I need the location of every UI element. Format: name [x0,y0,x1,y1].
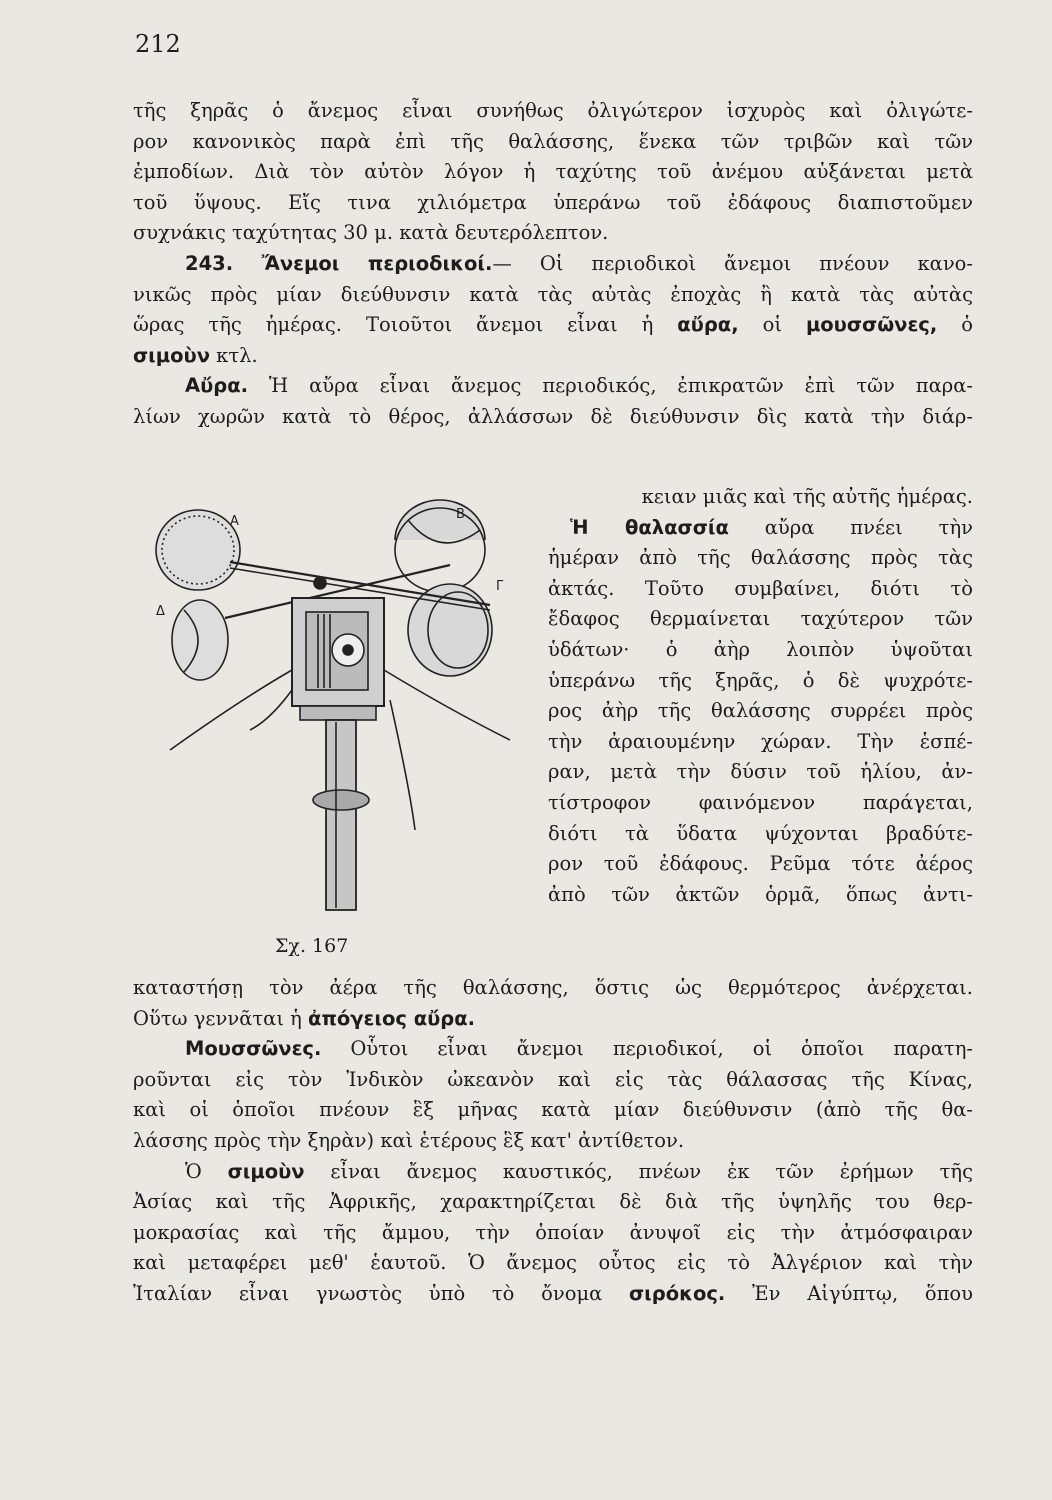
text-line: καταστήσῃ τὸν ἀέρα τῆς θαλάσσης, ὅστις ὡς θερμότερος ἀνέρχεται. [133,976,973,999]
term-simoun: σιμοὺν [133,343,210,367]
text-line: ροῦνται εἰς τὸν Ἰνδικὸν ὠκεανὸν καὶ εἰς τὰς θάλασσας τῆς Κίνας, [133,1067,973,1091]
moussones-line: Μουσσῶνες. Οὗτοι εἶναι ἄνεμοι περιοδικοί, οἱ ὁποῖοι παρατη- [185,1037,973,1061]
right-column [548,482,973,910]
text-line: καὶ οἱ ὁποῖοι πνέουν ἓξ μῆνας κατὰ μίαν διεύθυνσιν (ἀπὸ τῆς θα- [133,1098,973,1122]
section-heading: 243. Ἄνεμοι περιοδικοί. [185,251,493,275]
section-243-line: 243. Ἄνεμοι περιοδικοί.— Οἱ περιοδικοὶ ἄνεμοι πνέουν κανο- [185,251,973,275]
figure-caption: Σχ. 167 [275,935,349,957]
label-a: Α [230,514,239,529]
simoun-line: Ὁ σιμοὺν εἶναι ἄνεμος καυστικός, πνέων ἐκ τῶν ἐρήμων τῆς [185,1159,973,1183]
text-line: λάσσης πρὸς τὴν ξηρὰν) καὶ ἑτέρους ἓξ κατ' ἀντίθετον. [133,1128,685,1152]
text-line: ἐμποδίων. Διὰ τὸν αὐτὸν λόγον ἡ ταχύτης τοῦ ἀνέμου αὐξάνεται μετὰ [133,160,973,184]
text-line: ὑδάτων· ὁ ἀὴρ λοιπὸν ὑψοῦται [548,637,973,661]
text-line: σιμοὺν κτλ. [133,343,258,367]
text-line: ἀπὸ τῶν ἀκτῶν ὁρμᾶ, ὅπως ἀντι- [548,882,973,906]
text-line: ὑπεράνω τῆς ξηρᾶς, ὁ δὲ ψυχρότε- [548,668,973,692]
aura-line: Αὔρα. Ἡ αὔρα εἶναι ἄνεμος περιοδικός, ἐπικρατῶν ἐπὶ τῶν παρα- [185,374,973,398]
term-thalassia: Ἡ θαλασσία [570,515,729,539]
text-line: Ἀσίας καὶ τῆς Ἀφρικῆς, χαρακτηρίζεται δὲ διὰ τῆς ὑψηλῆς του θερ- [133,1190,973,1214]
text-line: ὥρας τῆς ἡμέρας. Τοιοῦτοι ἄνεμοι εἶναι ἡ αὔρα, οἱ μουσσῶνες, ὁ [133,313,973,337]
text-line: ἡμέραν ἀπὸ τῆς θαλάσσης πρὸς τὰς [548,546,973,570]
text-line: ραν, μετὰ τὴν δύσιν τοῦ ἡλίου, ἀν- [548,760,973,784]
anemometer-figure [150,490,530,920]
text-line: Ἰταλίαν εἶναι γνωστὸς ὑπὸ τὸ ὄνομα σιρόκος. Ἐν Αἰγύπτῳ, ὅπου [133,1281,973,1305]
text-line: λίων χωρῶν κατὰ τὸ θέρος, ἀλλάσσων δὲ διεύθυνσιν δὶς κατὰ τὴν διάρ- [133,404,973,428]
term-aura: αὔρα, [677,313,739,337]
text-line: συχνάκις ταχύτητας 30 μ. κατὰ δευτερόλεπτον. [133,221,609,245]
text-line: νικῶς πρὸς μίαν διεύθυνσιν κατὰ τὰς αὐτὰς ἐποχὰς ἢ κατὰ τὰς αὐτὰς [133,282,973,306]
term-apogeios: ἀπόγειος αὔρα. [308,1006,476,1030]
text-line: ρος ἀὴρ τῆς θαλάσσης συρρέει πρὸς [548,699,973,723]
label-g: Γ [496,579,504,594]
text-block-top [133,96,973,433]
term-simoun-2: σιμοὺν [227,1159,305,1183]
text-block-bottom [133,973,973,1310]
term-sirokos: σιρόκος. [628,1281,726,1305]
text-line: τῆς ξηρᾶς ὁ ἄνεμος εἶναι συνήθως ὀλιγώτερον ἰσχυρὸς καὶ ὀλιγώτε- [133,99,973,122]
moussones-heading: Μουσσῶνες. [185,1037,322,1061]
text-line: κειαν μιᾶς καὶ τῆς αὐτῆς ἡμέρας. [641,485,973,508]
text-line: τοῦ ὕψους. Εἴς τινα χιλιόμετρα ὑπεράνω τοῦ ἐδάφους διαπιστοῦμεν [133,190,973,214]
text-line: ρον κανονικὸς παρὰ ἐπὶ τῆς θαλάσσης, ἕνεκα τῶν τριβῶν καὶ τῶν [133,129,973,153]
text-line: Ἡ θαλασσία αὔρα πνέει τὴν [570,515,973,539]
text-line: ἔδαφος θερμαίνεται ταχύτερον τῶν [548,607,973,631]
page-number: 212 [135,30,181,58]
anemometer-illustration [150,490,530,920]
aura-heading: Αὔρα. [185,374,249,398]
text-line: καὶ μεταφέρει μεθ' ἑαυτοῦ. Ὁ ἄνεμος οὗτος εἰς τὸ Ἀλγέριον καὶ τὴν [133,1251,973,1275]
text-line: τὴν ἀραιουμένην χώραν. Τὴν ἑσπέ- [548,729,973,753]
text-line: διότι τὰ ὕδατα ψύχονται βραδύτε- [548,821,973,845]
term-moussones: μουσσῶνες, [805,313,938,337]
text-line: Οὕτω γεννᾶται ἡ ἀπόγειος αὔρα. [133,1006,476,1030]
label-b: Β [456,507,465,522]
text-line: τίστροφον φαινόμενον παράγεται, [548,790,973,814]
text-line: μοκρασίας καὶ τῆς ἄμμου, τὴν ὁποίαν ἀνυψοῖ εἰς τὴν ἀτμόσφαιραν [133,1220,973,1244]
text-line: ρον τοῦ ἐδάφους. Ρεῦμα τότε ἀέρος [548,852,973,876]
label-d: Δ [156,604,165,619]
text-line: ἀκτάς. Τοῦτο συμβαίνει, διότι τὸ [548,576,973,600]
